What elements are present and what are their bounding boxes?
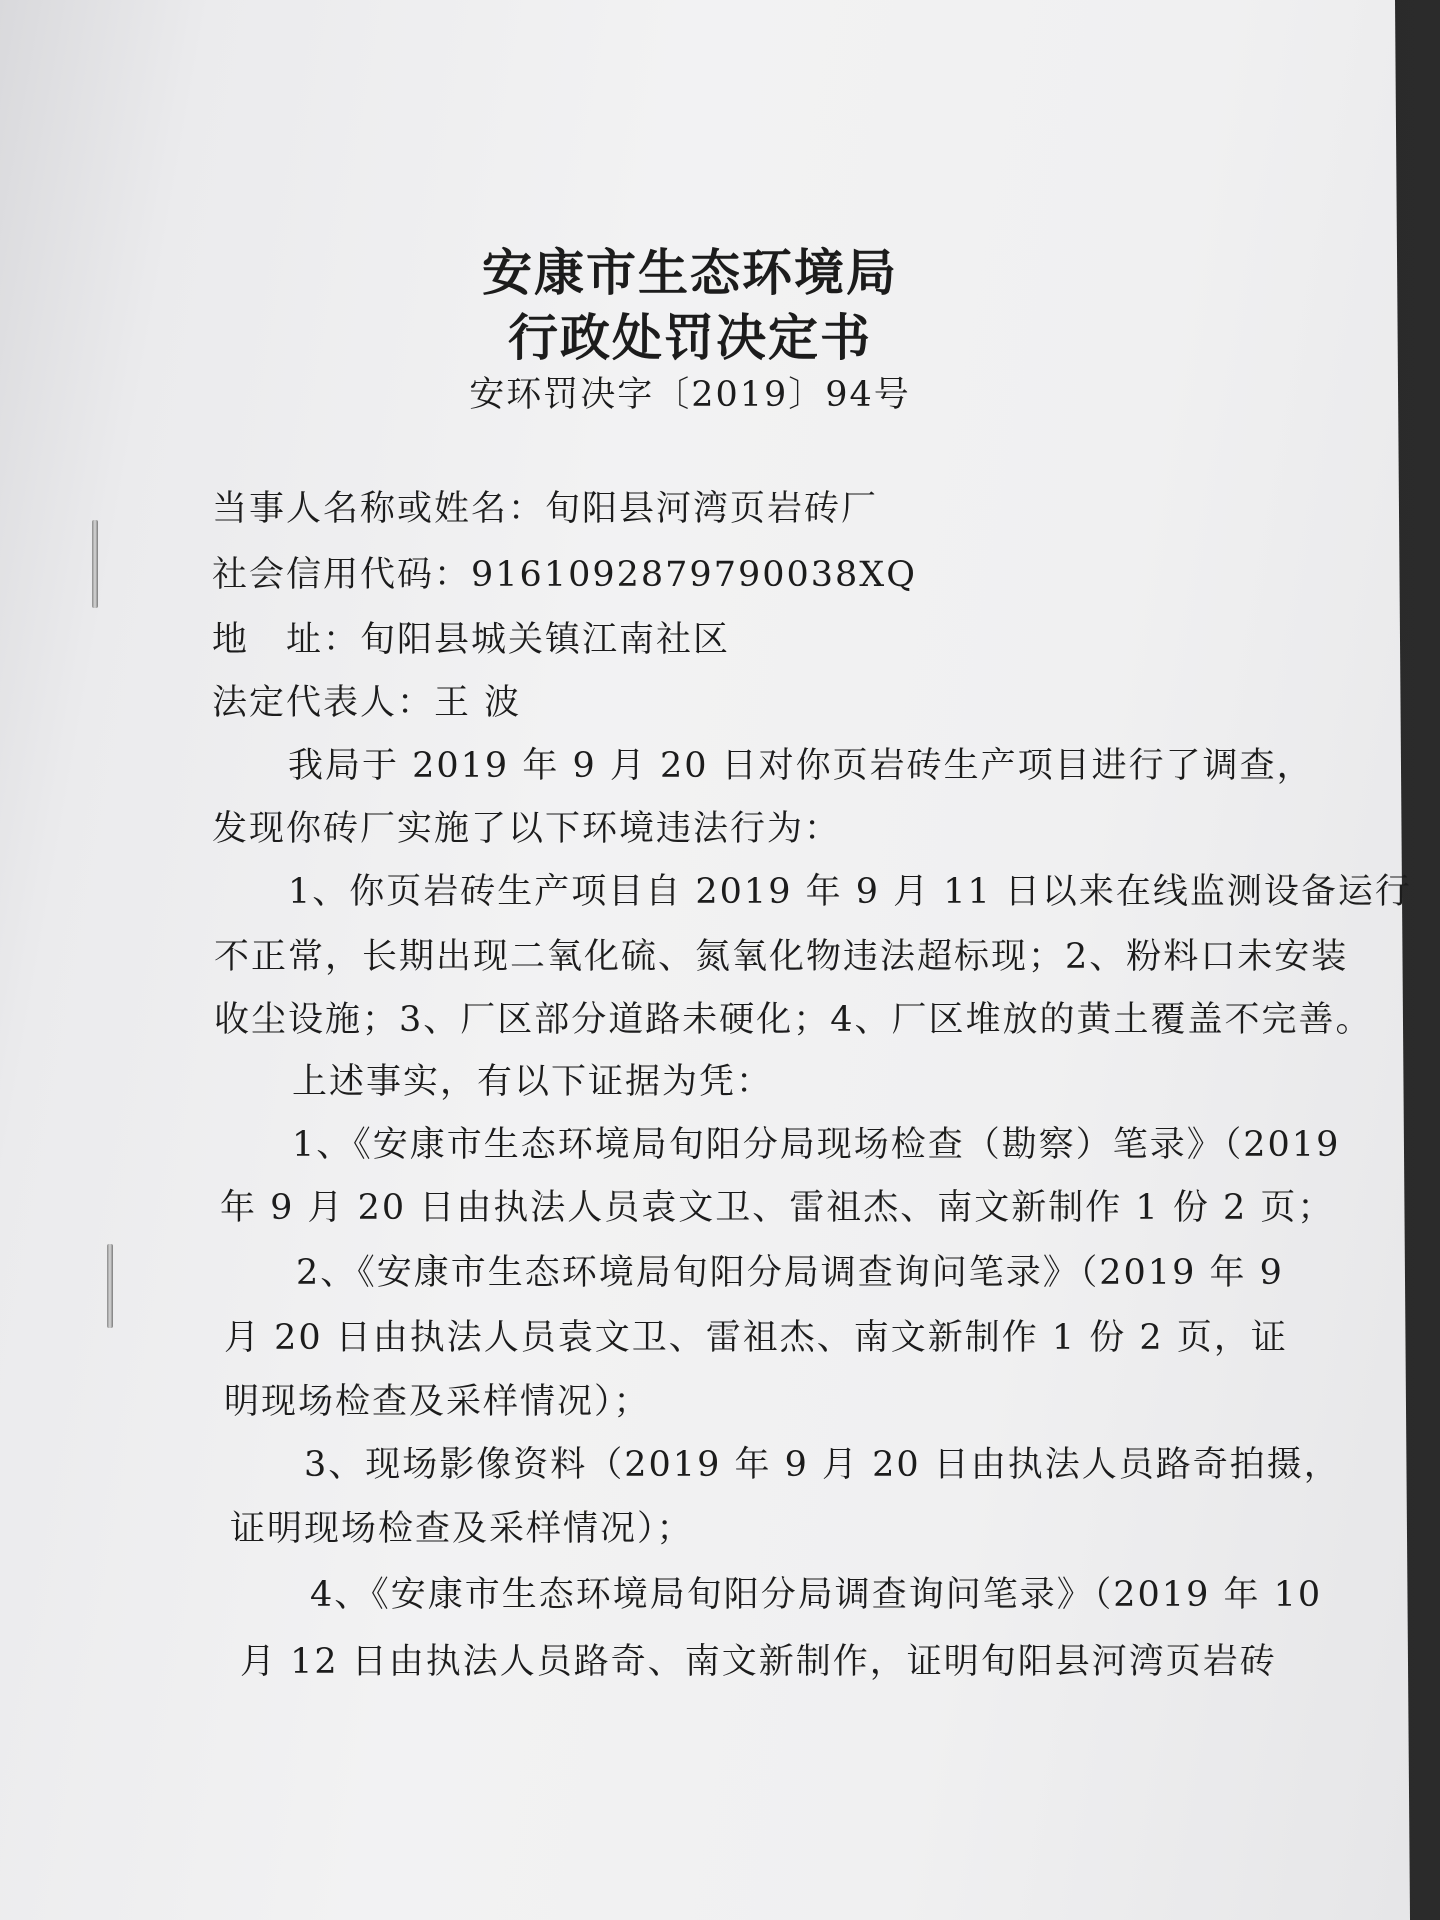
body-line: 我局于 2019 年 9 月 20 日对你页岩砖生产项目进行了调查， xyxy=(288,746,1314,786)
body-line: 月 20 日由执法人员袁文卫、雷祖杰、南文新制作 1 份 2 页，证 xyxy=(224,1318,1288,1358)
body-line: 月 12 日由执法人员路奇、南文新制作，证明旬阳县河湾页岩砖 xyxy=(240,1642,1277,1682)
body-line: 不正常，长期出现二氧化硫、氮氧化物违法超标现；2、粉料口未安装 xyxy=(214,937,1349,977)
body-line: 明现场检查及采样情况）； xyxy=(224,1382,651,1422)
address-row xyxy=(212,612,730,662)
document-title-line2: 行政处罚决定书 xyxy=(508,308,872,367)
body-line: 1、《安康市生态环境局旬阳分局现场检查（勘察）笔录》（2019 xyxy=(292,1125,1341,1165)
address-label: 地 址： xyxy=(212,620,361,660)
body-line: 上述事实，有以下证据为凭： xyxy=(292,1062,774,1102)
party-name-label: 当事人名称或姓名： xyxy=(212,489,546,529)
body-line: 2、《安康市生态环境局旬阳分局调查询问笔录》（2019 年 9 xyxy=(296,1253,1284,1293)
body-line: 证明现场检查及采样情况）； xyxy=(230,1509,694,1549)
credit-code-label: 社会信用代码： xyxy=(212,555,472,595)
document-title-line1: 安康市生态环境局 xyxy=(482,243,898,302)
legal-rep-row xyxy=(212,675,521,725)
body-line: 1、你页岩砖生产项目自 2019 年 9 月 11 日以来在线监测设备运行 xyxy=(288,872,1412,912)
legal-rep-value: 王 波 xyxy=(434,683,522,723)
credit-code-row xyxy=(212,547,917,597)
party-name-value: 旬阳县河湾页岩砖厂 xyxy=(545,489,879,529)
credit-code-value: 9161092879790038XQ xyxy=(471,555,917,595)
legal-rep-label: 法定代表人： xyxy=(212,683,435,723)
body-line: 4、《安康市生态环境局旬阳分局调查询问笔录》（2019 年 10 xyxy=(310,1575,1323,1615)
document-number: 安环罚决字〔2019〕94号 xyxy=(469,375,911,415)
body-line: 收尘设施；3、厂区部分道路未硬化；4、厂区堆放的黄土覆盖不完善。 xyxy=(214,1000,1373,1040)
body-line: 发现你砖厂实施了以下环境违法行为： xyxy=(212,809,842,849)
body-line: 3、现场影像资料（2019 年 9 月 20 日由执法人员路奇拍摄， xyxy=(304,1445,1341,1485)
body-line: 年 9 月 20 日由执法人员袁文卫、雷祖杰、南文新制作 1 份 2 页； xyxy=(220,1188,1335,1228)
address-value: 旬阳县城关镇江南社区 xyxy=(360,620,731,660)
party-name-row xyxy=(212,481,878,531)
